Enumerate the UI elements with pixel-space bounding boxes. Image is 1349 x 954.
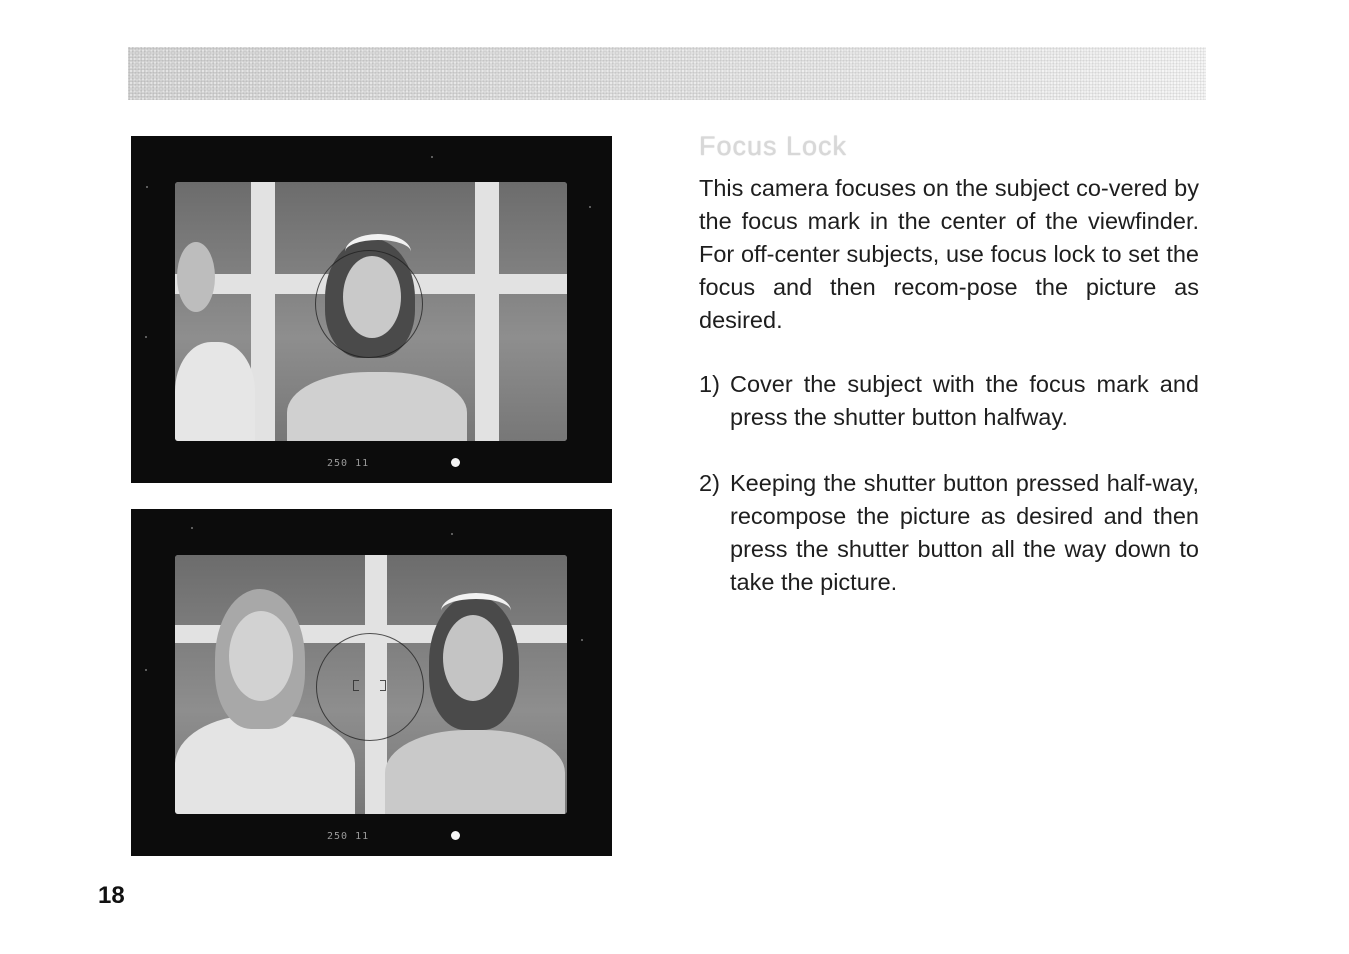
step-text: Keeping the shutter button pressed half-way, recompose the picture as desired and then press the shutter button all the way down to take the picture. — [730, 470, 1199, 595]
viewfinder-illustration-recompose — [131, 509, 612, 856]
focus-indicator-icon — [451, 458, 460, 467]
step-number: 1) — [699, 371, 720, 397]
step-number: 2) — [699, 470, 720, 496]
list-item — [699, 368, 1199, 434]
viewfinder-illustration-focus — [131, 136, 612, 483]
viewfinder-info-readout: 250 11 — [327, 458, 370, 469]
viewfinder-info-readout: 250 11 — [327, 831, 370, 842]
page-number: 18 — [98, 882, 125, 909]
list-item — [699, 467, 1199, 599]
header-band — [128, 47, 1206, 100]
viewfinder-photo — [175, 555, 567, 814]
viewfinder-photo — [175, 182, 567, 441]
step-text: Cover the subject with the focus mark and press the shutter button halfway. — [730, 371, 1199, 430]
section-title: Focus Lock — [699, 131, 848, 161]
focus-indicator-icon — [451, 831, 460, 840]
intro-paragraph: This camera focuses on the subject co-vered by the focus mark in the center of the viewfinder. For off-center subjects, use focus lock to set the focus and then recom-pose the picture as desired. — [699, 175, 1199, 333]
steps-list — [699, 368, 1199, 632]
